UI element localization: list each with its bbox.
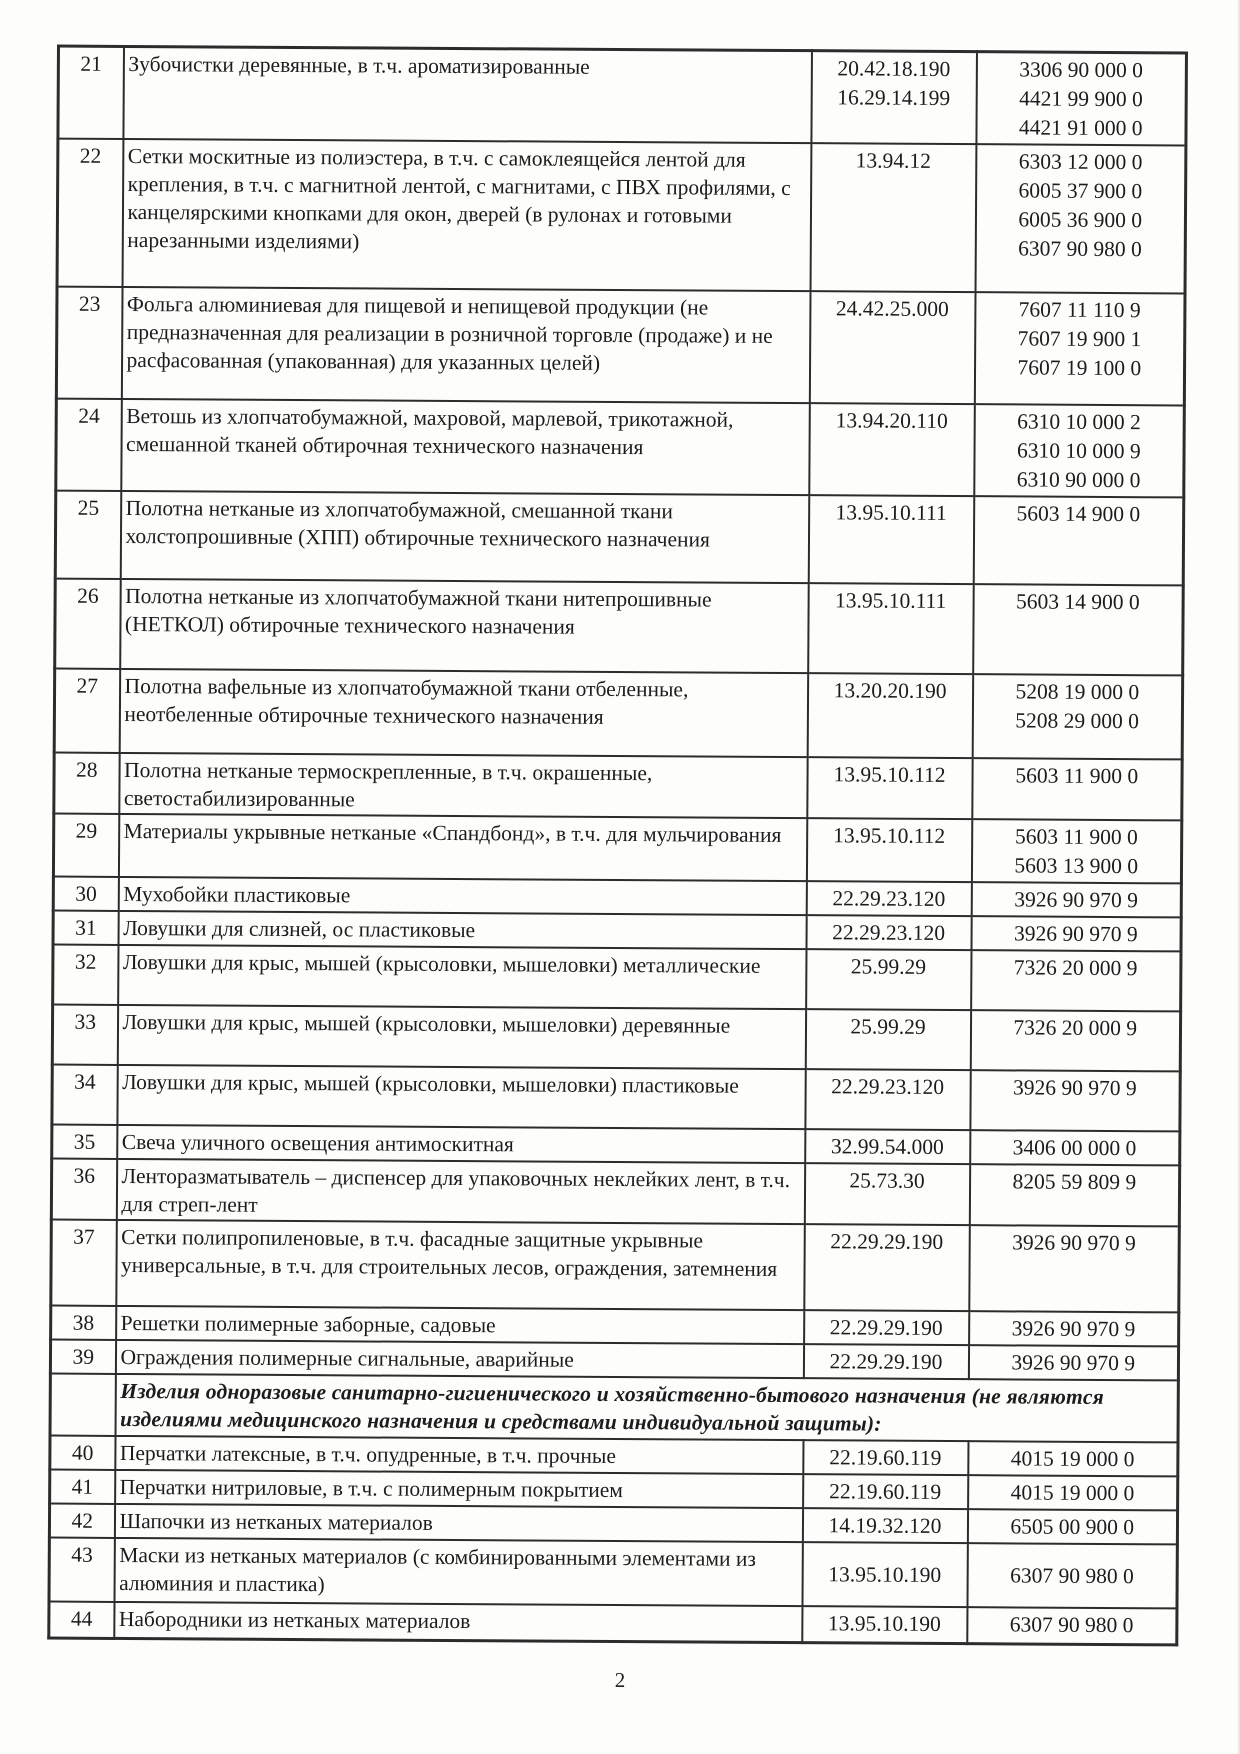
tnved-code-line: 6303 12 000 0 bbox=[1018, 149, 1143, 175]
tnved-code-line: 6505 00 900 0 bbox=[1010, 1514, 1135, 1540]
tnved-code-line: 6307 90 980 0 bbox=[1018, 236, 1142, 262]
row-tnved-code bbox=[967, 1543, 1177, 1608]
goods-table-grid bbox=[47, 45, 1188, 1646]
row-description: Зубочистки деревянные, в т.ч. ароматизированные bbox=[123, 46, 812, 143]
row-tnved-code bbox=[969, 1311, 1179, 1346]
tnved-code-line: 4421 91 000 0 bbox=[1018, 115, 1143, 141]
table-row bbox=[51, 1220, 1180, 1313]
row-okpd2-code bbox=[803, 1440, 968, 1475]
okpd2-code-line: 13.95.10.190 bbox=[827, 1611, 941, 1636]
row-tnved-code bbox=[972, 674, 1183, 759]
row-description: Мухобойки пластиковые bbox=[118, 877, 806, 915]
row-okpd2-code bbox=[807, 673, 973, 758]
tnved-code-line: 6310 10 000 9 bbox=[1016, 438, 1141, 464]
row-number: 40 bbox=[50, 1436, 115, 1470]
tnved-code-line: 6005 37 900 0 bbox=[1018, 178, 1143, 204]
row-okpd2-code bbox=[806, 818, 971, 882]
row-number: 26 bbox=[55, 579, 121, 669]
row-tnved-code bbox=[976, 52, 1187, 146]
table-row bbox=[54, 669, 1182, 760]
row-tnved-code bbox=[967, 1509, 1177, 1544]
table-row bbox=[58, 46, 1187, 145]
okpd2-code-line: 22.29.23.120 bbox=[832, 920, 946, 945]
row-number: 36 bbox=[51, 1159, 116, 1220]
okpd2-code-line: 16.29.14.199 bbox=[837, 85, 951, 111]
tnved-code-line: 3406 00 000 0 bbox=[1012, 1135, 1137, 1161]
row-tnved-code bbox=[973, 496, 1184, 585]
row-description: Ловушки для крыс, мышей (крысоловки, мышеловки) пластиковые bbox=[117, 1065, 805, 1129]
table-row bbox=[52, 1005, 1180, 1072]
row-okpd2-code bbox=[807, 757, 972, 819]
tnved-code-line: 3926 90 970 9 bbox=[1013, 1075, 1137, 1101]
row-description: Ветошь из хлопчатобумажной, махровой, марлевой, трикотажной, смешанной тканей обтирочная технического назначения bbox=[121, 399, 810, 495]
row-description: Решетки полимерные заборные, садовые bbox=[116, 1306, 804, 1344]
tnved-code-line: 3306 90 000 0 bbox=[1019, 57, 1144, 83]
tnved-code-line: 3926 90 970 9 bbox=[1011, 1350, 1136, 1376]
tnved-code-line: 5603 14 900 0 bbox=[1015, 589, 1140, 615]
row-okpd2-code bbox=[811, 51, 977, 145]
tnved-code-line: 7607 11 110 9 bbox=[1018, 297, 1141, 323]
row-number: 28 bbox=[54, 753, 119, 814]
okpd2-code-line: 13.95.10.112 bbox=[833, 823, 946, 848]
row-description: Ограждения полимерные сигнальные, аварийные bbox=[115, 1340, 803, 1378]
row-tnved-code bbox=[968, 1441, 1178, 1476]
row-okpd2-code bbox=[803, 1474, 968, 1509]
table-row bbox=[55, 491, 1184, 586]
okpd2-code-line: 22.29.23.120 bbox=[831, 1074, 945, 1099]
table-row bbox=[56, 399, 1185, 498]
table-row bbox=[51, 1159, 1179, 1227]
row-okpd2-code bbox=[804, 1224, 970, 1311]
tnved-code-line: 5603 14 900 0 bbox=[1016, 501, 1141, 527]
tnved-code-line: 5603 11 900 0 bbox=[1014, 824, 1138, 850]
row-description: Ловушки для крыс, мышей (крысоловки, мышеловки) металлические bbox=[118, 945, 806, 1009]
table-row bbox=[52, 1065, 1180, 1132]
row-tnved-code bbox=[968, 1345, 1178, 1380]
row-tnved-code bbox=[970, 1010, 1180, 1071]
tnved-code-line: 3926 90 970 9 bbox=[1014, 887, 1138, 913]
row-description: Перчатки нитриловые, в т.ч. с полимерным покрытием bbox=[115, 1470, 803, 1508]
row-okpd2-code bbox=[804, 1310, 969, 1345]
row-tnved-code bbox=[971, 882, 1181, 917]
table-row bbox=[56, 287, 1185, 406]
tnved-code-line: 7326 20 000 9 bbox=[1013, 955, 1138, 981]
goods-table-body bbox=[49, 46, 1187, 1644]
table-row bbox=[57, 139, 1186, 294]
row-description: Маски из нетканых материалов (с комбинированными элементами из алюминия и пластика) bbox=[114, 1538, 802, 1606]
row-description: Сетки полипропиленовые, в т.ч. фасадные защитные укрывные универсальные, в т.ч. для строительных лесов, ограждения, затемнения bbox=[116, 1220, 805, 1310]
okpd2-code-line: 24.42.25.000 bbox=[835, 296, 949, 322]
table-row bbox=[49, 1602, 1177, 1645]
okpd2-code-line: 22.29.29.190 bbox=[829, 1349, 943, 1374]
section-header-text: Изделия одноразовые санитарно-гигиенического и хозяйственно-бытового назначения (не являются изделиями медицинского назначения и средствами индивидуальной защиты): bbox=[115, 1374, 1178, 1442]
row-tnved-code bbox=[971, 916, 1181, 951]
page-number: 2 bbox=[614, 1668, 626, 1692]
row-description: Полотна вафельные из хлопчатобумажной ткани отбеленные, неотбеленные обтирочные технического назначения bbox=[119, 669, 808, 757]
row-number: 43 bbox=[49, 1538, 114, 1602]
goods-table bbox=[47, 45, 1185, 1646]
tnved-code-line: 6307 90 980 0 bbox=[1010, 1563, 1134, 1589]
row-description: Полотна нетканые из хлопчатобумажной, смешанной ткани холстопрошивные (ХПП) обтирочные технического назначения bbox=[120, 491, 809, 583]
row-description: Ловушки для слизней, ос пластиковые bbox=[118, 911, 806, 949]
row-number: 21 bbox=[58, 46, 124, 139]
row-description: Набородники из нетканых материалов bbox=[114, 1602, 802, 1642]
row-tnved-code bbox=[970, 1130, 1180, 1165]
row-okpd2-code bbox=[808, 583, 974, 674]
row-okpd2-code bbox=[809, 403, 975, 496]
row-number: 25 bbox=[55, 491, 121, 579]
tnved-code-line: 4015 19 000 0 bbox=[1010, 1480, 1135, 1506]
row-number: 41 bbox=[50, 1470, 115, 1504]
okpd2-code-line: 22.29.29.190 bbox=[830, 1229, 944, 1254]
table-row bbox=[55, 579, 1184, 676]
row-number: 27 bbox=[54, 669, 120, 753]
okpd2-code-line: 25.73.30 bbox=[849, 1168, 925, 1193]
tnved-code-line: 6310 10 000 2 bbox=[1017, 409, 1141, 435]
row-tnved-code bbox=[971, 819, 1181, 883]
section-empty-number-cell bbox=[50, 1374, 115, 1436]
tnved-code-line: 5208 29 000 0 bbox=[1015, 708, 1140, 734]
okpd2-code-line: 25.99.29 bbox=[850, 954, 927, 979]
row-tnved-code bbox=[975, 144, 1186, 293]
row-tnved-code bbox=[971, 950, 1181, 1011]
row-description: Полотна нетканые термоскрепленные, в т.ч. окрашенные, светостабилизированные bbox=[119, 753, 807, 818]
row-okpd2-code bbox=[803, 1344, 968, 1379]
table-row bbox=[54, 753, 1182, 821]
row-number: 24 bbox=[56, 399, 122, 491]
row-description: Материалы укрывные нетканые «Спандбонд», в т.ч. для мульчирования bbox=[118, 814, 806, 881]
row-number: 31 bbox=[53, 911, 118, 945]
row-number: 37 bbox=[51, 1220, 117, 1306]
row-number: 32 bbox=[53, 945, 118, 1005]
okpd2-code-line: 22.29.29.190 bbox=[829, 1315, 943, 1340]
tnved-code-line: 4015 19 000 0 bbox=[1010, 1446, 1135, 1472]
row-description: Шапочки из нетканых материалов bbox=[114, 1504, 802, 1542]
row-tnved-code bbox=[968, 1475, 1178, 1510]
row-description: Свеча уличного освещения антимоскитная bbox=[117, 1125, 805, 1163]
okpd2-code-line: 13.95.10.112 bbox=[833, 762, 946, 787]
row-tnved-code bbox=[974, 292, 1185, 405]
tnved-code-line: 7607 19 100 0 bbox=[1017, 355, 1142, 381]
tnved-code-line: 5603 13 900 0 bbox=[1014, 853, 1139, 879]
row-okpd2-code bbox=[805, 1129, 970, 1164]
row-tnved-code bbox=[974, 404, 1185, 497]
row-okpd2-code bbox=[806, 881, 971, 916]
tnved-code-line: 4421 99 900 0 bbox=[1019, 86, 1143, 112]
okpd2-code-line: 13.95.10.111 bbox=[835, 500, 947, 525]
row-number: 22 bbox=[57, 139, 123, 287]
row-number: 39 bbox=[50, 1340, 115, 1374]
row-description: Сетки москитные из полиэстера, в т.ч. с самоклеящейся лентой для крепления, в т.ч. с магнитной лентой, с магнитами, с ПВХ профилями, с канцелярскими кнопками для окон, дверей (в рулонах и готовыми нарезанными изделиями) bbox=[122, 139, 811, 291]
okpd2-code-line: 13.20.20.190 bbox=[833, 678, 947, 704]
tnved-code-line: 8205 59 809 9 bbox=[1012, 1169, 1137, 1195]
row-okpd2-code bbox=[802, 1606, 967, 1643]
tnved-code-line: 6005 36 900 0 bbox=[1018, 207, 1143, 233]
okpd2-code-line: 13.95.10.111 bbox=[834, 588, 947, 613]
okpd2-code-line: 22.19.60.119 bbox=[829, 1479, 942, 1504]
row-number: 30 bbox=[53, 877, 118, 911]
okpd2-code-line: 13.94.12 bbox=[855, 148, 932, 173]
row-tnved-code bbox=[972, 758, 1182, 820]
tnved-code-line: 6310 90 000 0 bbox=[1016, 467, 1141, 493]
okpd2-code-line: 22.19.60.119 bbox=[829, 1445, 942, 1470]
row-okpd2-code bbox=[804, 1163, 969, 1225]
tnved-code-line: 5208 19 000 0 bbox=[1015, 679, 1140, 705]
row-okpd2-code bbox=[810, 143, 976, 292]
row-number: 33 bbox=[52, 1005, 117, 1065]
okpd2-code-line: 20.42.18.190 bbox=[837, 56, 951, 82]
row-description: Ловушки для крыс, мышей (крысоловки, мышеловки) деревянные bbox=[117, 1005, 805, 1069]
table-row bbox=[53, 945, 1181, 1012]
row-description: Ленторазматыватель – диспенсер для упаковочных неклейких лент, в т.ч. для стреп-лент bbox=[116, 1159, 804, 1224]
row-number: 35 bbox=[52, 1125, 117, 1159]
row-tnved-code bbox=[970, 1070, 1180, 1131]
row-tnved-code bbox=[969, 1164, 1179, 1226]
tnved-code-line: 3926 90 970 9 bbox=[1011, 1316, 1136, 1342]
tnved-code-line: 6307 90 980 0 bbox=[1009, 1612, 1134, 1638]
row-number: 29 bbox=[53, 814, 118, 877]
row-okpd2-code bbox=[805, 1009, 970, 1070]
row-number: 23 bbox=[56, 287, 122, 399]
okpd2-code-line: 13.95.10.190 bbox=[828, 1562, 942, 1587]
row-number: 34 bbox=[52, 1065, 117, 1125]
tnved-code-line: 7326 20 000 9 bbox=[1013, 1015, 1138, 1041]
okpd2-code-line: 14.19.32.120 bbox=[828, 1513, 942, 1538]
okpd2-code-line: 25.99.29 bbox=[850, 1014, 926, 1039]
row-okpd2-code bbox=[802, 1542, 967, 1607]
tnved-code-line: 5603 11 900 0 bbox=[1015, 763, 1139, 789]
okpd2-code-line: 13.94.20.110 bbox=[835, 408, 948, 434]
row-description: Перчатки латексные, в т.ч. опудренные, в т.ч. прочные bbox=[115, 1436, 803, 1474]
row-okpd2-code bbox=[806, 915, 971, 950]
row-okpd2-code bbox=[809, 291, 975, 404]
row-number: 38 bbox=[51, 1306, 116, 1340]
row-tnved-code bbox=[969, 1225, 1180, 1312]
row-number: 42 bbox=[49, 1504, 114, 1538]
row-description: Фольга алюминиевая для пищевой и непищевой продукции (не предназначенная для реализации в розничной торговле (продаже) и не расфасованная (упакованная) для указанных целей) bbox=[121, 287, 810, 403]
row-tnved-code bbox=[967, 1607, 1177, 1644]
row-number: 44 bbox=[49, 1602, 114, 1638]
row-description: Полотна нетканые из хлопчатобумажной ткани нитепрошивные (НЕТКОЛ) обтирочные технического назначения bbox=[120, 579, 809, 673]
tnved-code-line: 7607 19 900 1 bbox=[1017, 326, 1142, 352]
row-okpd2-code bbox=[806, 949, 971, 1010]
tnved-code-line: 3926 90 970 9 bbox=[1013, 921, 1138, 947]
table-row bbox=[49, 1538, 1177, 1609]
table-row bbox=[53, 814, 1181, 884]
okpd2-code-line: 22.29.23.120 bbox=[832, 886, 946, 911]
okpd2-code-line: 32.99.54.000 bbox=[830, 1134, 944, 1159]
row-okpd2-code bbox=[802, 1508, 967, 1543]
row-tnved-code bbox=[973, 584, 1184, 675]
section-header-row bbox=[50, 1374, 1178, 1443]
row-okpd2-code bbox=[805, 1069, 970, 1130]
row-okpd2-code bbox=[808, 495, 974, 584]
tnved-code-line: 3926 90 970 9 bbox=[1012, 1230, 1136, 1256]
